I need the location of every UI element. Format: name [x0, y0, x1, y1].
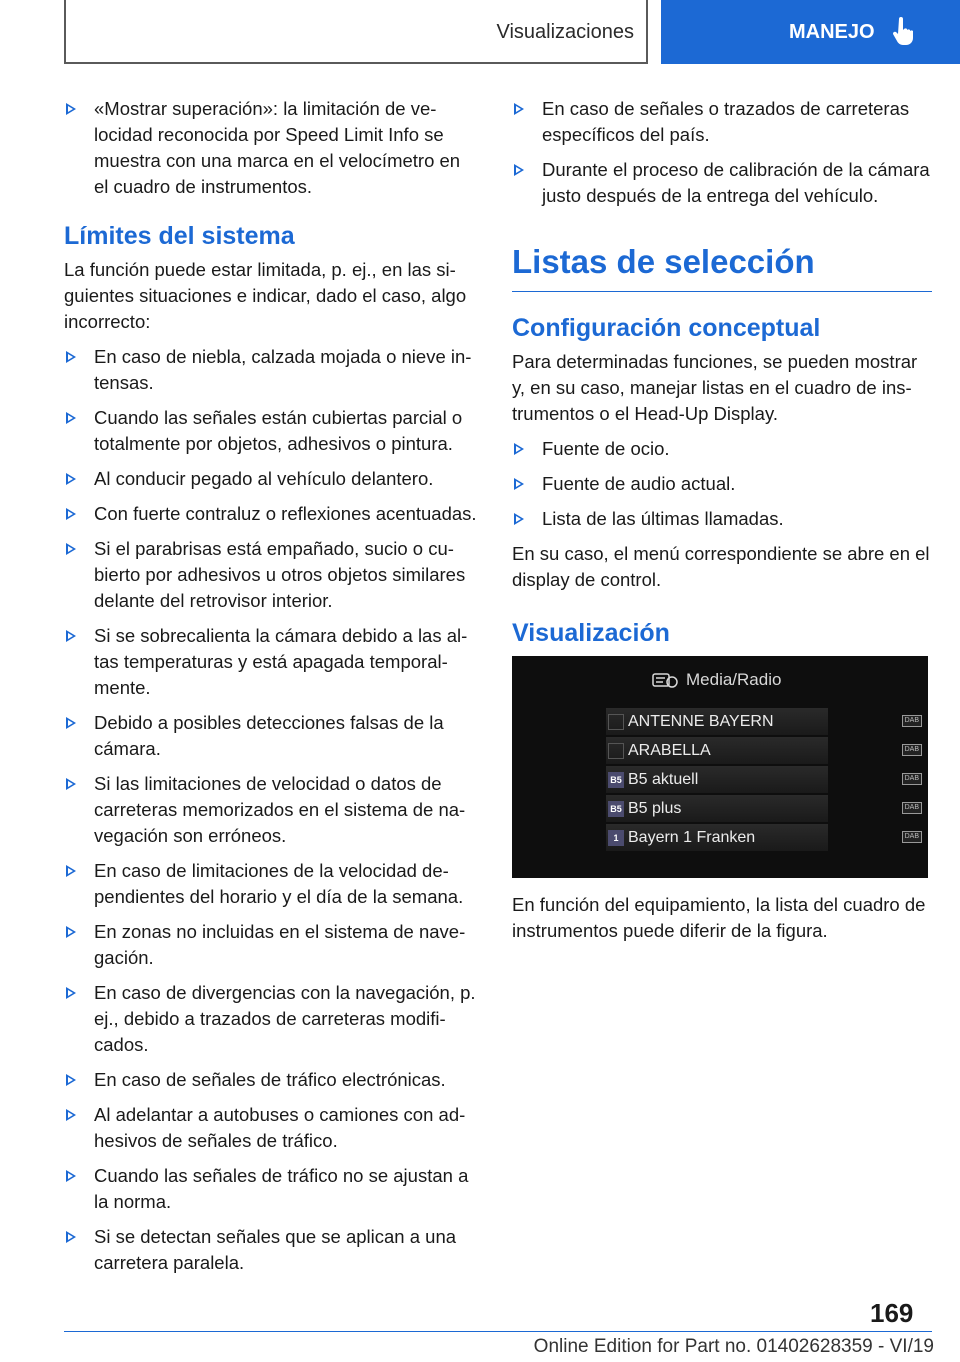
- dab-badge: DAB: [902, 715, 922, 727]
- triangle-bullet-icon: [66, 1109, 76, 1121]
- list-item: Al adelantar a autobuses o camiones con adhesivos de señales de tráfico.: [64, 1102, 478, 1154]
- triangle-bullet-icon: [514, 103, 524, 115]
- paragraph: La función puede estar limitada, p. ej., en las siguientes situaciones e indicar, dado el caso, algo incorrecto:: [64, 259, 467, 332]
- paragraph: Para determinadas funciones, se pueden mostrar y, en su caso, manejar listas en el cuadro de instrumentos o el Head-Up Display.: [512, 351, 918, 424]
- left-column: [64, 96, 478, 1285]
- station-row: ANTENNE BAYERN DAB: [606, 708, 828, 735]
- list-item: Al conducir pegado al vehículo delantero.: [64, 466, 478, 492]
- dab-badge: DAB: [902, 773, 922, 785]
- station-row: 1 Bayern 1 Franken DAB: [606, 824, 828, 851]
- triangle-bullet-icon: [66, 987, 76, 999]
- dab-badge: DAB: [902, 744, 922, 756]
- triangle-bullet-icon: [66, 351, 76, 363]
- list-item: Debido a posibles detecciones falsas de la cámara.: [64, 710, 478, 762]
- triangle-bullet-icon: [66, 926, 76, 938]
- triangle-bullet-icon: [514, 164, 524, 176]
- triangle-bullet-icon: [66, 717, 76, 729]
- list-item: En zonas no incluidas en el sistema de navegación.: [64, 919, 478, 971]
- station-checkbox: [608, 743, 624, 759]
- station-row: B5 B5 aktuell DAB: [606, 766, 828, 793]
- section-heading: Configuración conceptual: [512, 314, 821, 342]
- list-item: En caso de divergencias con la navegación, p. ej., debido a trazados de carreteras modificados.: [64, 980, 478, 1058]
- triangle-bullet-icon: [66, 473, 76, 485]
- station-row: ARABELLA DAB: [606, 737, 828, 764]
- triangle-bullet-icon: [66, 103, 76, 115]
- list-item: Con fuerte contraluz o reflexiones acentuadas.: [64, 501, 478, 527]
- list-item: En caso de señales de tráfico electrónicas.: [64, 1067, 478, 1093]
- list-item: En caso de limitaciones de la velocidad dependientes del horario y el día de la semana.: [64, 858, 478, 910]
- edition-note: Online Edition for Part no. 01402628359 - VI/19: [533, 1336, 934, 1357]
- section-heading: Límites del sistema: [64, 222, 295, 250]
- header-chapter-tab: [661, 0, 960, 64]
- list-item: Si las limitaciones de velocidad o datos de carreteras memorizados en el sistema de navegación son erróneos.: [64, 771, 478, 849]
- list-item: En caso de señales o trazados de carreteras específicos del país.: [512, 96, 932, 148]
- list-item: Fuente de audio actual.: [512, 471, 932, 497]
- figure-caption: En función del equipamiento, la lista del cuadro de instrumentos puede diferir de la figura.: [512, 894, 926, 941]
- header-chapter-label: MANEJO: [789, 20, 875, 43]
- section-heading: Visualización: [512, 619, 670, 647]
- list-item: Si el parabrisas está empañado, sucio o cubierto por adhesivos u otros objetos similares delante del retrovisor interior.: [64, 536, 478, 614]
- figure-title: Media/Radio: [652, 670, 781, 690]
- right-column: [512, 96, 932, 953]
- station-row: B5 B5 plus DAB: [606, 795, 828, 822]
- list-item: Fuente de ocio.: [512, 436, 932, 462]
- triangle-bullet-icon: [66, 865, 76, 877]
- dab-badge: DAB: [902, 802, 922, 814]
- station-checkbox: [608, 714, 624, 730]
- triangle-bullet-icon: [66, 543, 76, 555]
- list-item: Si se detectan señales que se aplican a una carretera paralela.: [64, 1224, 478, 1276]
- triangle-bullet-icon: [66, 630, 76, 642]
- triangle-bullet-icon: [66, 508, 76, 520]
- header-section-title: Visualizaciones: [496, 20, 634, 43]
- triangle-bullet-icon: [66, 1170, 76, 1182]
- list-item: Lista de las últimas llamadas.: [512, 506, 932, 532]
- triangle-bullet-icon: [514, 513, 524, 525]
- triangle-bullet-icon: [514, 443, 524, 455]
- paragraph: En su caso, el menú correspondiente se abre en el display de control.: [512, 543, 930, 590]
- list-item: Si se sobrecalienta la cámara debido a las altas temperaturas y está apagada temporalmente.: [64, 623, 478, 701]
- triangle-bullet-icon: [66, 778, 76, 790]
- list-item: En caso de niebla, calzada mojada o nieve intensas.: [64, 344, 478, 396]
- list-item: Durante el proceso de calibración de la cámara justo después de la entrega del vehículo.: [512, 157, 932, 209]
- list-item: Cuando las señales de tráfico no se ajustan a la norma.: [64, 1163, 478, 1215]
- list-item: Cuando las señales están cubiertas parcial o totalmente por objetos, adhesivos o pintura.: [64, 405, 478, 457]
- station-logo: B5: [608, 772, 624, 788]
- station-list: [606, 708, 919, 853]
- triangle-bullet-icon: [66, 412, 76, 424]
- hand-pointer-icon: [891, 17, 917, 47]
- triangle-bullet-icon: [66, 1074, 76, 1086]
- station-logo: 1: [608, 830, 624, 846]
- list-item: «Mostrar superación»: la limitación de velocidad reconocida por Speed Limit Info se muestra con una marca en el velocímetro en el cuadro de instrumentos.: [64, 96, 478, 200]
- page-number: 169: [870, 1298, 914, 1328]
- dab-badge: DAB: [902, 831, 922, 843]
- station-logo: B5: [608, 801, 624, 817]
- triangle-bullet-icon: [66, 1231, 76, 1243]
- media-radio-icon: [652, 670, 678, 690]
- instrument-cluster-figure: [512, 656, 928, 878]
- triangle-bullet-icon: [514, 478, 524, 490]
- chapter-heading: Listas de selección: [512, 243, 932, 292]
- footer-divider: [64, 1331, 932, 1332]
